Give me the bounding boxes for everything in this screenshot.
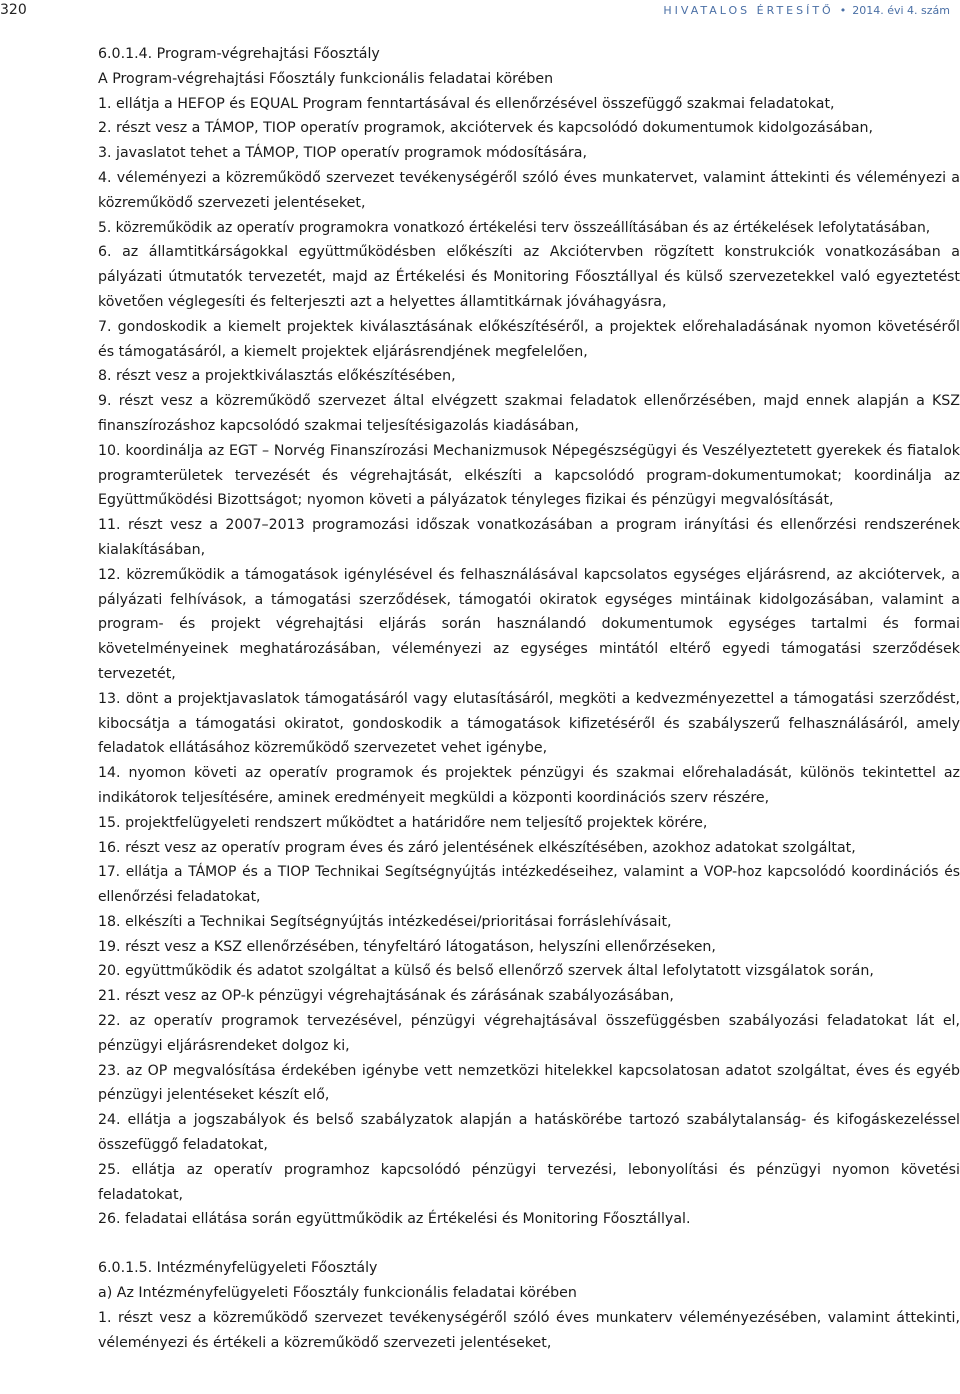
section-heading: 6.0.1.4. Program-végrehajtási Főosztály <box>98 46 380 62</box>
list-item: 1. részt vesz a közreműködő szervezet tevékenységéről szóló éves munkaterv véleményezésében, valamint áttekinti, véleményezi és értékeli a közreműködő szervezeti jelentéseket, <box>98 1309 960 1351</box>
list-item: 2. részt vesz a TÁMOP, TIOP operatív programok, akciótervek és kapcsolódó dokumentumok kidolgozásában, <box>98 120 874 137</box>
section-intro: a) Az Intézményfelügyeleti Főosztály funkcionális feladatai körében <box>98 1285 577 1302</box>
list-item: 25. ellátja az operatív programhoz kapcsolódó pénzügyi tervezési, lebonyolítási és pénzügyi nyomon követési feladatokat, <box>98 1161 960 1203</box>
page-header <box>0 0 960 30</box>
list-item: 17. ellátja a TÁMOP és a TIOP Technikai Segítségnyújtás intézkedéseihez, valamint a VOP-hoz kapcsolódó koordinációs és ellenőrzési feladatokat, <box>98 864 960 906</box>
separator-dot: • <box>839 4 847 17</box>
list-item: 3. javaslatot tehet a TÁMOP, TIOP operatív programok módosítására, <box>98 145 587 162</box>
section-intro: A Program-végrehajtási Főosztály funkcionális feladatai körében <box>98 70 554 87</box>
list-item: 18. elkészíti a Technikai Segítségnyújtás intézkedései/prioritásai forráslehívásait, <box>98 913 672 930</box>
list-item: 20. együttműködik és adatot szolgáltat a külső és belső ellenőrző szervek által lefolytatott vizsgálatok során, <box>98 963 874 980</box>
list-item: 8. részt vesz a projektkiválasztás előkészítésében, <box>98 368 456 385</box>
page-number: 320 <box>0 2 27 18</box>
issue-label: 2014. évi 4. szám <box>852 4 950 17</box>
list-item: 10. koordinálja az EGT – Norvég Finanszírozási Mechanizmusok Népegészségügyi és Veszélyeztetett gyerekek és fiatalok programterületek tervezését és végrehajtását, elkészíti a kapcsolódó program-dokumentumokat; koordinálja az Együttműködési Bizottságot; nyomon követi a pályázatok tényleges fizikai és pénzügyi megvalósítását, <box>98 442 960 509</box>
list-item: 19. részt vesz a KSZ ellenőrzésében, tényfeltáró látogatáson, helyszíni ellenőrzéseken, <box>98 938 716 955</box>
list-item: 22. az operatív programok tervezésével, pénzügyi végrehajtásával összefüggésben szabályozási feladatokat lát el, pénzügyi eljárásrendeket dolgoz ki, <box>98 1013 960 1054</box>
list-item: 16. részt vesz az operatív program éves és záró jelentésének elkészítésében, azokhoz adatokat szolgáltat, <box>98 839 856 856</box>
list-item: 1. ellátja a HEFOP és EQUAL Program fenntartásával és ellenőrzésével összefüggő szakmai feladatokat, <box>98 95 835 112</box>
list-item: 21. részt vesz az OP-k pénzügyi végrehajtásának és zárásának szabályozásában, <box>98 988 674 1005</box>
list-item: 9. részt vesz a közreműködő szervezet által elvégzett szakmai feladatok ellenőrzésében, majd ennek alapján a KSZ finanszírozáshoz kapcsolódó szakmai teljesítésigazolás kiadásában, <box>98 393 960 434</box>
section-heading: 6.0.1.5. Intézményfelügyeleti Főosztály <box>98 1260 378 1277</box>
journal-title: HIVATALOS ÉRTESÍTŐ <box>663 4 834 17</box>
section-spacer <box>98 1232 960 1256</box>
list-item: 23. az OP megvalósítása érdekében igénybe vett nemzetközi hitelekkel kapcsolatosan adatot szolgáltat, éves és egyéb pénzügyi jelentéseket készít elő, <box>98 1062 960 1104</box>
list-item: 12. közreműködik a támogatások igénylésével és felhasználásával kapcsolatos egységes eljárásrend, az akciótervek, a pályázati felhívások, a támogatási szerződések, támogatói okiratok egységes mintáinak kidolgozásában, valamint a program- és projekt végrehajtási eljárás során használandó dokumentumok egységes tartalmi és formai követelményeinek meghatározásában, véleményezi az egységes mintától eltérő egyedi támogatási szerződések tervezetét, <box>98 566 960 682</box>
list-item: 15. projektfelügyeleti rendszert működtet a határidőre nem teljesítő projektek körére, <box>98 814 708 831</box>
list-item: 5. közreműködik az operatív programokra vonatkozó értékelési terv összeállításában és az értékelések lefolytatásában, <box>98 219 931 236</box>
document-body <box>98 42 960 1355</box>
list-item: 26. feladatai ellátása során együttműködik az Értékelési és Monitoring Főosztállyal. <box>98 1211 691 1228</box>
list-item: 14. nyomon követi az operatív programok és projektek pénzügyi és szakmai előrehaladását, különös tekintettel az indikátorok teljesítésére, aminek eredményeit megküldi a központi koordinációs szerv részére, <box>98 765 960 806</box>
running-head <box>663 4 950 17</box>
list-item: 11. részt vesz a 2007–2013 programozási időszak vonatkozásában a program irányítási és ellenőrzési rendszerének kialakításában, <box>98 517 960 558</box>
list-item: 6. az államtitkárságokkal együttműködésben előkészíti az Akciótervben rögzített konstrukciók vonatkozásában a pályázati útmutatók tervezetét, majd az Értékelési és Monitoring Főosztállyal és külső szervezetekkel való egyeztetést követően véglegesíti és felterjeszti azt a helyettes államtitkárnak jóváhagyásra, <box>98 244 960 310</box>
list-item: 4. véleményezi a közreműködő szervezet tevékenységéről szóló éves munkatervet, valamint áttekinti és véleményezi a közreműködő szervezeti jelentéseket, <box>98 169 960 211</box>
list-item: 13. dönt a projektjavaslatok támogatásáról vagy elutasításáról, megköti a kedvezményezettel a támogatási szerződést, kibocsátja a támogatási okiratot, gondoskodik a támogatások kifizetéséről és szabályszerű felhasználásáról, amely feladatok ellátásához közreműködő szervezetet vehet igénybe, <box>98 690 960 757</box>
list-item: 7. gondoskodik a kiemelt projektek kiválasztásának előkészítéséről, a projektek előrehaladásának nyomon követéséről és támogatásáról, a kiemelt projektek eljárásrendjének megfelelően, <box>98 318 960 360</box>
list-item: 24. ellátja a jogszabályok és belső szabályzatok alapján a hatáskörébe tartozó szabálytalanság- és kifogáskezeléssel összefüggő feladatokat, <box>98 1112 960 1154</box>
